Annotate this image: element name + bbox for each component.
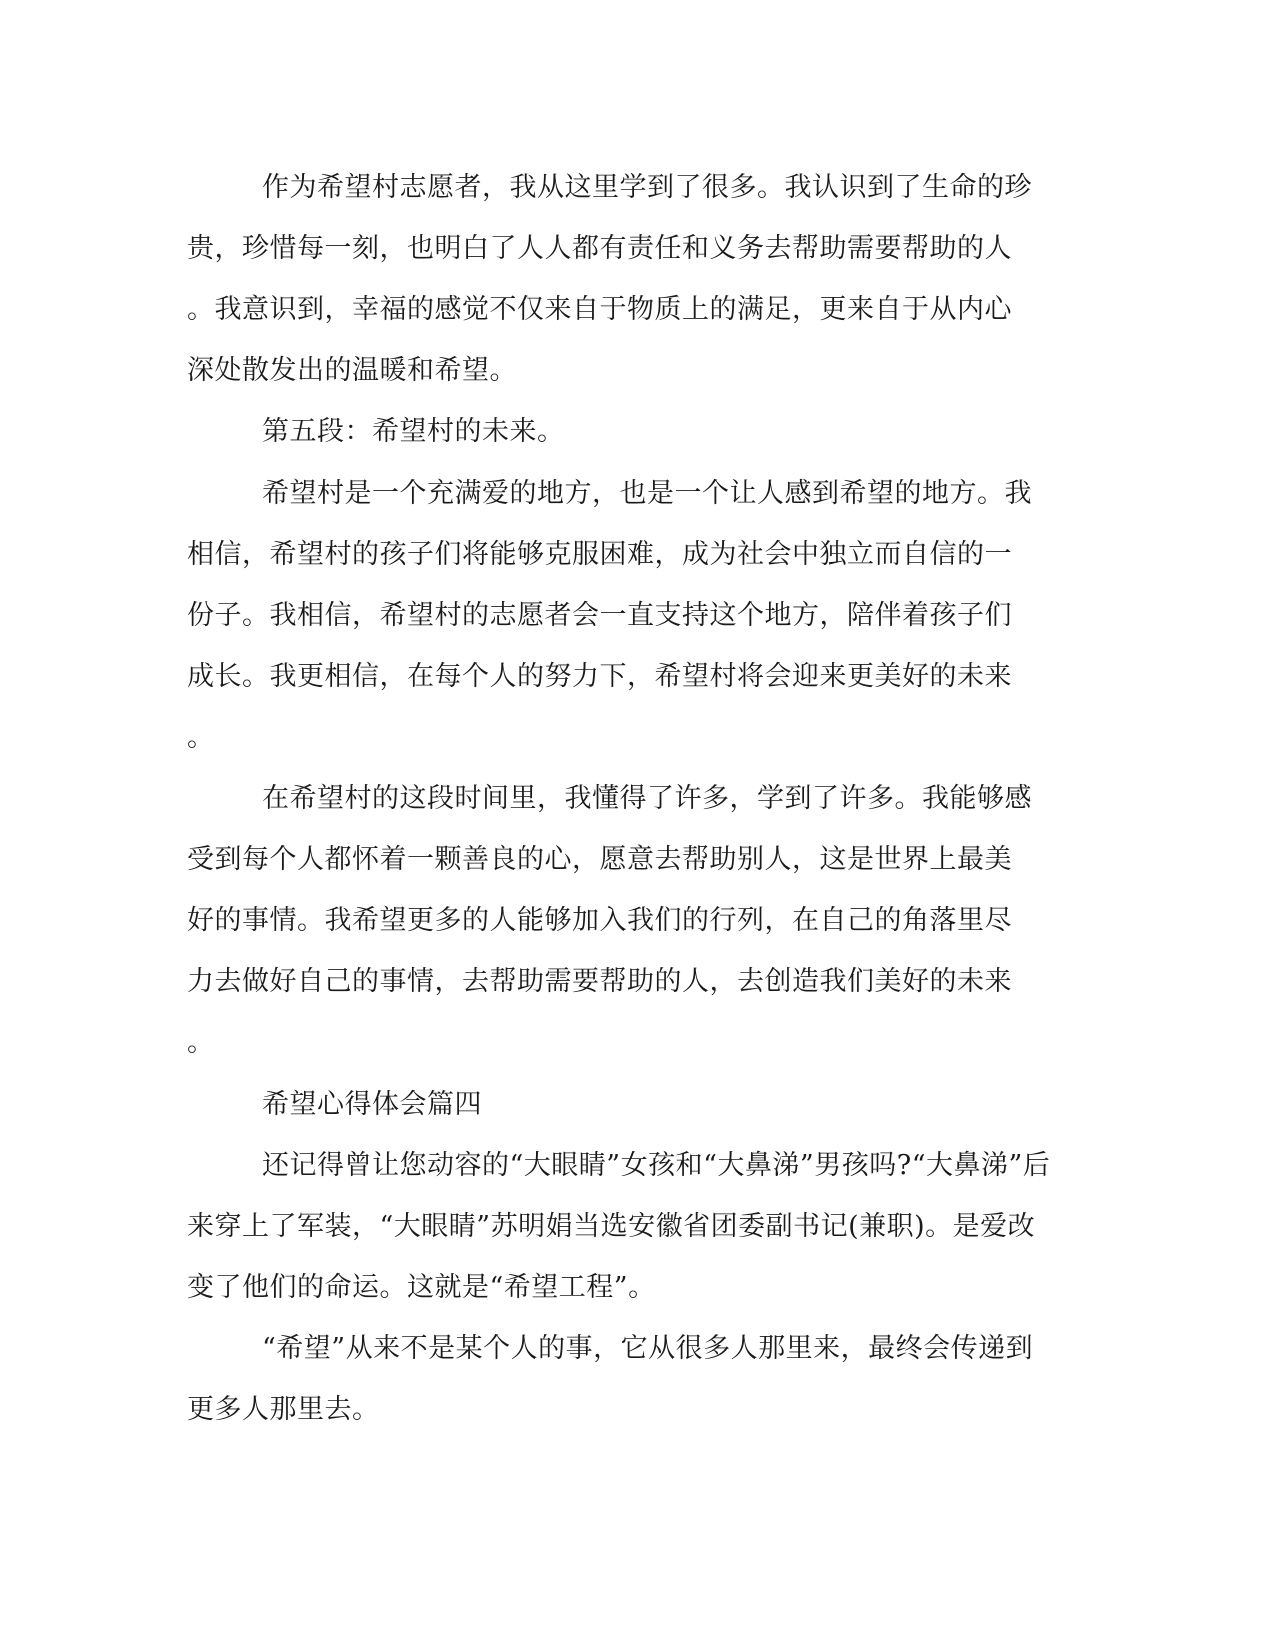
paragraph-line: 受到每个人都怀着一颗善良的心，愿意去帮助别人，这是世界上最美	[187, 844, 1012, 875]
paragraph-line: 。	[187, 1027, 215, 1058]
paragraph-line: 份子。我相信，希望村的志愿者会一直支持这个地方，陪伴着孩子们	[187, 600, 1012, 631]
paragraph-line: 成长。我更相信，在每个人的努力下，希望村将会迎来更美好的未来	[187, 661, 1012, 692]
paragraph-line: “希望”从来不是某个人的事，它从很多人那里来，最终会传递到	[262, 1333, 1034, 1364]
paragraph-line: 。	[187, 722, 215, 753]
paragraph-line: 在希望村的这段时间里，我懂得了许多，学到了许多。我能够感	[262, 783, 1032, 814]
paragraph-line: 好的事情。我希望更多的人能够加入我们的行列，在自己的角落里尽	[187, 905, 1012, 936]
paragraph-line: 作为希望村志愿者，我从这里学到了很多。我认识到了生命的珍	[262, 172, 1032, 203]
section-heading: 第五段：希望村的未来。	[262, 416, 565, 447]
paragraph-line: 相信，希望村的孩子们将能够克服困难，成为社会中独立而自信的一	[187, 539, 1012, 570]
paragraph-line: 希望村是一个充满爱的地方，也是一个让人感到希望的地方。我	[262, 478, 1032, 509]
section-heading: 希望心得体会篇四	[262, 1089, 482, 1120]
paragraph-line: 力去做好自己的事情，去帮助需要帮助的人，去创造我们美好的未来	[187, 966, 1012, 997]
paragraph-line: 贵，珍惜每一刻，也明白了人人都有责任和义务去帮助需要帮助的人	[187, 233, 1012, 264]
paragraph-line: 。我意识到，幸福的感觉不仅来自于物质上的满足，更来自于从内心	[187, 294, 1012, 325]
paragraph-line: 更多人那里去。	[187, 1394, 380, 1425]
paragraph-line: 来穿上了军装，“大眼睛”苏明娟当选安徽省团委副书记(兼职)。是爱改	[187, 1211, 1036, 1242]
paragraph-line: 还记得曾让您动容的“大眼睛”女孩和“大鼻涕”男孩吗?“大鼻涕”后	[262, 1150, 1051, 1181]
paragraph-line: 深处散发出的温暖和希望。	[187, 355, 517, 386]
paragraph-line: 变了他们的命运。这就是“希望工程”。	[187, 1272, 656, 1303]
